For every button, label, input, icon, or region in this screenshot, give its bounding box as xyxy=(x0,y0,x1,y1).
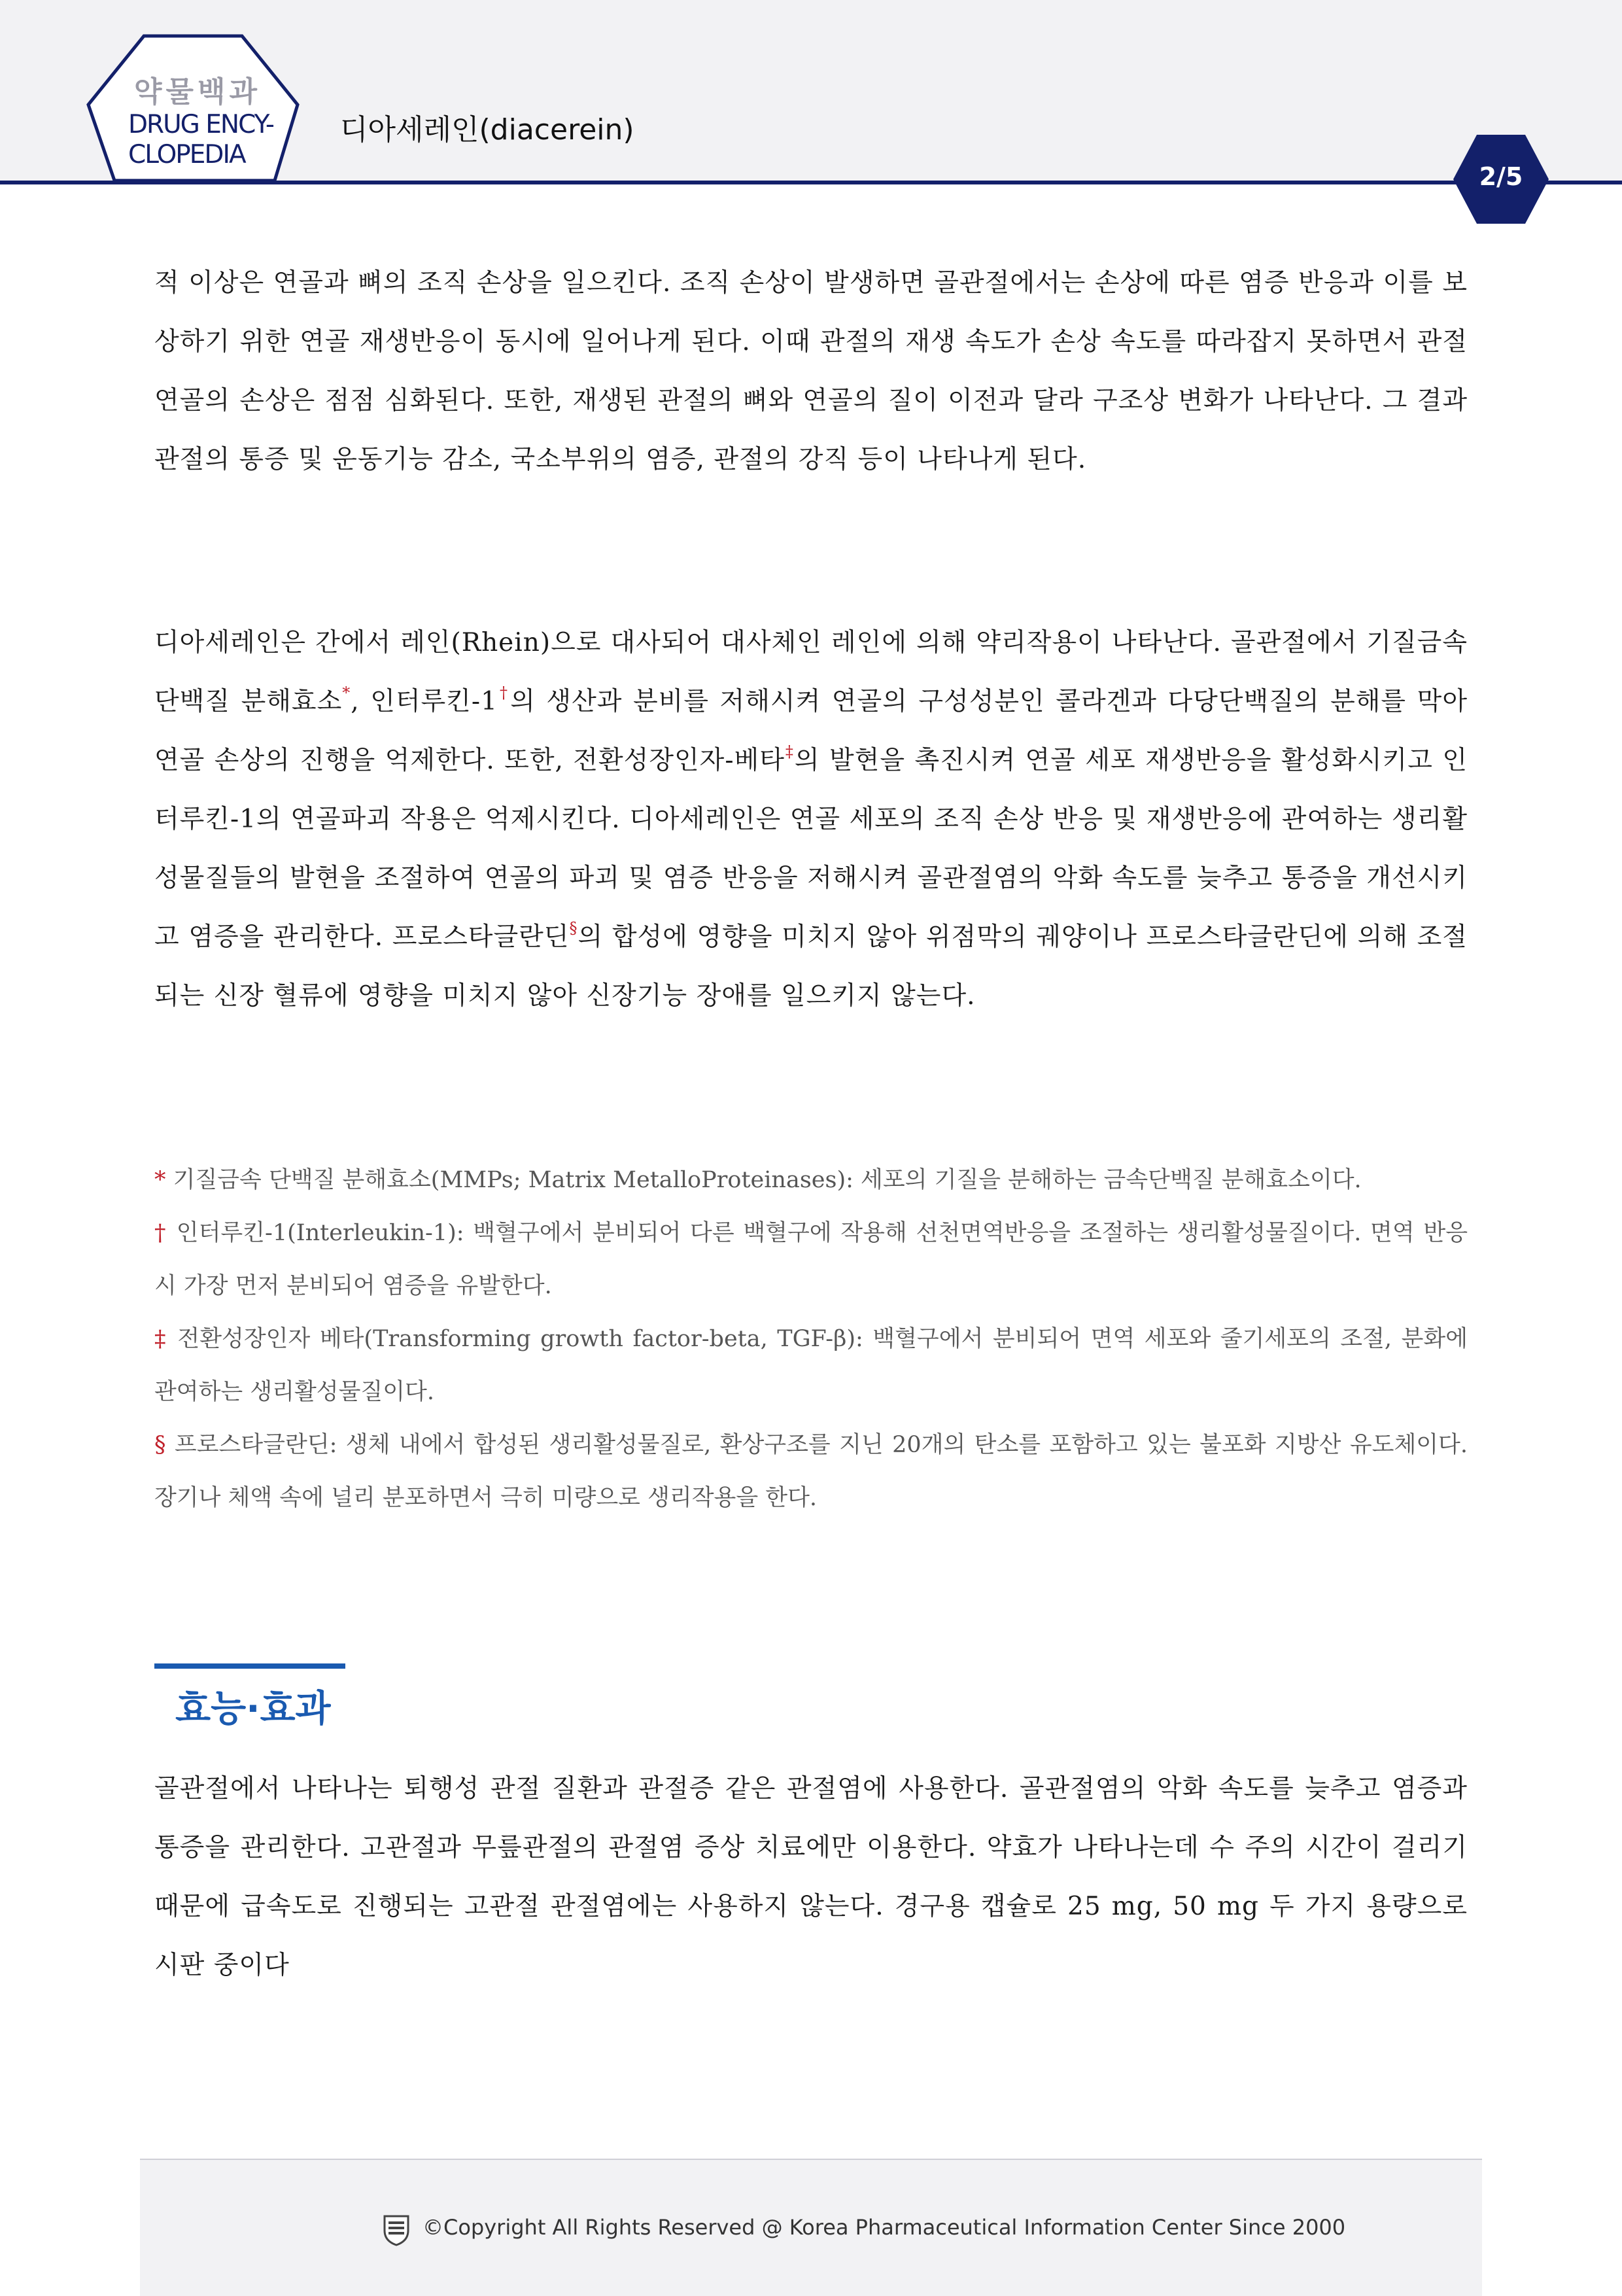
efficacy-paragraph: 골관절에서 나타나는 퇴행성 관절 질환과 관절증 같은 관절염에 사용한다. 골관절염의 악화 속도를 늦추고 염증과 통증을 관리한다. 고관절과 무릎관절의 관절염 증상 치료에만 이용한다. 약효가 나타나는데 수 주의 시간이 걸리기 때문에 급속도로 진행되는 고관절 관절염에는 사용하지 않는다. 경구용 캡슐로 25 mg, 50 mg 두 가지 용량으로 시판 중이다 xyxy=(154,1774,1468,1980)
p2-text-e: 의 합성에 영향을 미치지 않아 위점막의 궤양이나 프로스타글란딘에 의해 조절되는 신장 혈류에 영향을 미치지 않아 신장기능 장애를 일으키지 않는다. xyxy=(154,922,1468,1011)
footnote-mark: * xyxy=(154,1167,166,1193)
page-number: 2/5 xyxy=(1479,162,1523,191)
document-title: 디아세레인(diacerein) xyxy=(340,113,634,147)
shield-emblem-icon xyxy=(382,2214,411,2246)
footnote-text: 프로스타글란딘: 생체 내에서 합성된 생리활성물질로, 환상구조를 지닌 20개의 탄소를 포함하고 있는 불포화 지방산 유도체이다. 장기나 체액 속에 널리 분포하면서 극히 미량으로 생리작용을 한다. xyxy=(154,1432,1468,1511)
p2-text-a: 디아세레인은 간에서 레인(Rhein)으로 대사되어 대사체인 레인에 의해 약리작용이 나타난다. 골관절에서 기질금속 단백질 분해효소 xyxy=(154,628,1468,716)
footnotes xyxy=(154,1154,1468,1525)
p2-text-d: 의 발현을 촉진시켜 연골 세포 재생반응을 활성화시키고 인터루킨-1의 연골파괴 작용은 억제시킨다. 디아세레인은 연골 세포의 조직 손상 반응 및 재생반응에 관여하는 생리활성물질들의 발현을 조절하여 연골의 파괴 및 염증 반응을 저해시켜 골관절염의 악화 속도를 늦추고 통증을 개선시키고 염증을 관리한다. 프로스타글란딘 xyxy=(154,746,1468,952)
footnote-tgf-beta xyxy=(154,1313,1468,1419)
footnote-text: 기질금속 단백질 분해효소(MMPs; Matrix MetalloProteinases): 세포의 기질을 분해하는 금속단백질 분해효소이다. xyxy=(165,1167,1362,1193)
footnote-ref-interleukin: † xyxy=(497,684,511,702)
footnote-text: 인터루킨-1(Interleukin-1): 백혈구에서 분비되어 다른 백혈구에 작용해 선천면역반응을 조절하는 생리활성물질이다. 면역 반응 시 가장 먼저 분비되어 염증을 유발한다. xyxy=(154,1220,1468,1299)
section-title: 효능·효과 xyxy=(175,1688,331,1730)
copyright-text: ©Copyright All Rights Reserved @ Korea Pharmaceutical Information Center Since 2000 xyxy=(423,2215,1346,2240)
footnote-ref-prostaglandin: § xyxy=(569,919,578,937)
page-footer xyxy=(140,2159,1482,2296)
footnote-mark: † xyxy=(154,1220,168,1246)
footnote-mmps xyxy=(154,1154,1468,1207)
section-accent-bar xyxy=(154,1663,345,1669)
footnote-interleukin xyxy=(154,1207,1468,1313)
footnote-mark: § xyxy=(154,1432,166,1458)
footnote-mark: ‡ xyxy=(154,1326,168,1352)
footnote-text: 전환성장인자 베타(Transforming growth factor-beta, TGF-β): 백혈구에서 분비되어 면역 세포와 줄기세포의 조절, 분화에 관여하는 생리활성물질이다. xyxy=(154,1326,1468,1405)
p2-text-c: 의 생산과 분비를 저해시켜 연골의 구성성분인 콜라겐과 다당단백질의 분해를 막아 연골 손상의 진행을 억제한다. 또한, 전환성장인자-베타 xyxy=(154,687,1468,775)
body-paragraph-1: 적 이상은 연골과 뼈의 조직 손상을 일으킨다. 조직 손상이 발생하면 골관절에서는 손상에 따른 염증 반응과 이를 보상하기 위한 연골 재생반응이 동시에 일어나게 된다. 이때 관절의 재생 속도가 손상 속도를 따라잡지 못하면서 관절연골의 손상은 점점 심화된다. 또한, 재생된 관절의 뼈와 연골의 질이 이전과 달라 구조상 변화가 나타난다. 그 결과 관절의 통증 및 운동기능 감소, 국소부위의 염증, 관절의 강직 등이 나타나게 된다. xyxy=(154,268,1468,474)
logo-korean-text: 약물백과 xyxy=(134,75,262,109)
footnote-prostaglandin xyxy=(154,1419,1468,1525)
footnote-ref-mmps: * xyxy=(342,684,351,702)
body-paragraph-2 xyxy=(154,614,1468,1026)
p2-text-b: , 인터루킨-1 xyxy=(351,687,498,716)
footnote-ref-tgf: ‡ xyxy=(784,742,795,761)
logo-english-text: DRUG ENCY- CLOPEDIA xyxy=(128,110,273,169)
